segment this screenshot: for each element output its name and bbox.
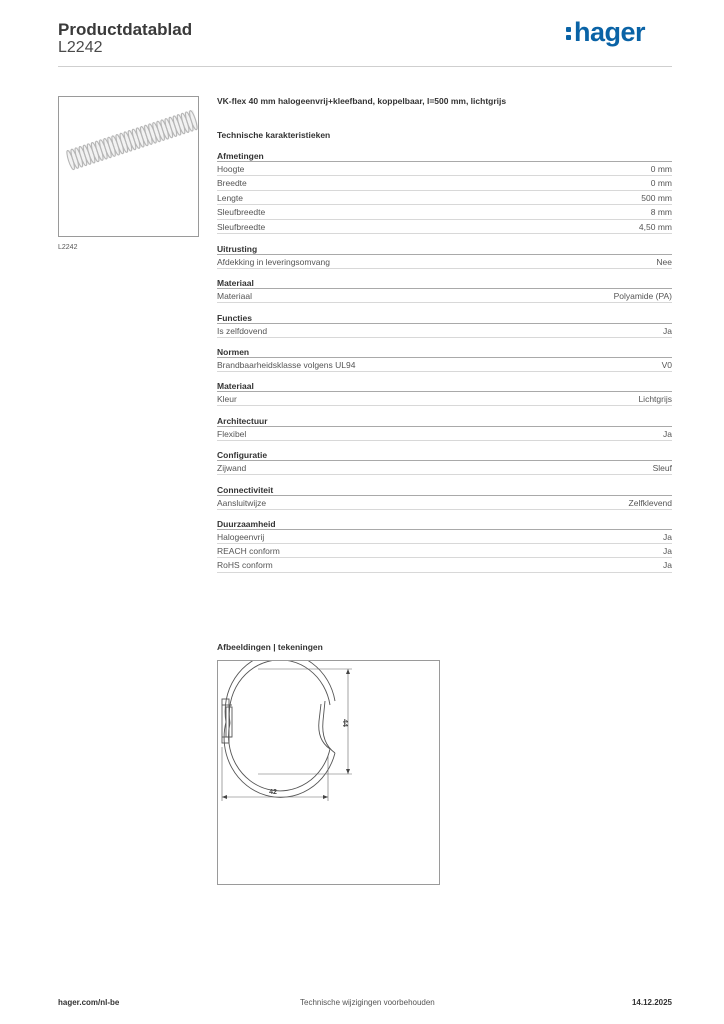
section-title: Normen [217, 346, 672, 358]
spec-row [217, 530, 672, 544]
spec-section [217, 449, 672, 475]
spec-section [217, 518, 672, 573]
spec-row [217, 358, 672, 372]
logo-text: hager [574, 17, 646, 47]
product-image-caption: L2242 [58, 244, 78, 251]
spec-row [217, 544, 672, 559]
spec-label: Zijwand [217, 463, 247, 474]
header-divider [58, 66, 672, 67]
spec-section [217, 243, 672, 269]
spec-label: Halogeenvrij [217, 531, 265, 542]
spec-value: V0 [661, 359, 672, 370]
spec-value: Ja [663, 325, 672, 336]
spec-row [217, 392, 672, 406]
spec-value: 0 mm [650, 164, 672, 174]
spec-sections [217, 150, 672, 573]
spec-label: Materiaal [217, 291, 252, 302]
spec-row [217, 220, 672, 235]
logo-dots-icon [566, 24, 572, 42]
spec-content [217, 96, 672, 573]
spec-row [217, 176, 672, 191]
spec-row [217, 162, 672, 176]
spiral-conduit-icon [59, 97, 198, 236]
spec-label: Is zelfdovend [217, 325, 268, 336]
product-image [58, 96, 199, 237]
footer-date: 14.12.2025 [631, 998, 672, 1007]
section-title: Uitrusting [217, 243, 672, 255]
drawing-dim-width: 42 [269, 789, 277, 796]
section-title: Materiaal [217, 277, 672, 289]
technical-drawing [217, 660, 440, 885]
spec-row [217, 558, 672, 573]
section-title: Afmetingen [217, 150, 672, 162]
spec-section [217, 346, 672, 372]
spec-section [217, 150, 672, 234]
page-footer [58, 998, 672, 1010]
spec-value: Sleuf [652, 463, 672, 474]
spec-value: Ja [663, 545, 672, 556]
section-title: Configuratie [217, 449, 672, 461]
spec-value: 500 mm [641, 192, 672, 203]
spec-section [217, 380, 672, 406]
technical-heading: Technische karakteristieken [217, 130, 331, 140]
spec-value: Ja [663, 428, 672, 439]
spec-label: Brandbaarheidsklasse volgens UL94 [217, 359, 356, 370]
section-title: Materiaal [217, 380, 672, 392]
spec-section [217, 277, 672, 303]
spec-label: Kleur [217, 394, 237, 405]
spec-label: Sleufbreedte [217, 221, 266, 232]
spec-label: Breedte [217, 178, 247, 188]
product-description: VK-flex 40 mm halogeenvrij+kleefband, koppelbaar, l=500 mm, lichtgrijs [217, 96, 507, 106]
product-code: L2242 [58, 39, 103, 56]
spec-value: 0 mm [650, 178, 672, 188]
spec-value: 4,50 mm [638, 221, 672, 232]
spec-value: Nee [656, 256, 672, 267]
section-title: Functies [217, 312, 672, 324]
spec-value: Lichtgrijs [638, 394, 672, 405]
spec-label: Hoogte [217, 164, 245, 174]
footer-disclaimer: Technische wijzigingen voorbehouden [300, 998, 435, 1007]
drawing-dim-height: 44 [341, 719, 348, 727]
clip-drawing-icon [218, 661, 439, 884]
spec-value: 8 mm [650, 207, 672, 218]
drawing-heading: Afbeeldingen | tekeningen [217, 642, 323, 652]
spec-section [217, 415, 672, 441]
spec-label: RoHS conform [217, 560, 273, 571]
spec-section [217, 484, 672, 510]
spec-value: Ja [663, 531, 672, 542]
spec-row [217, 289, 672, 303]
spec-row [217, 461, 672, 475]
hager-logo [566, 17, 645, 48]
spec-row [217, 255, 672, 269]
section-title: Architectuur [217, 415, 672, 427]
section-title: Duurzaamheid [217, 518, 672, 530]
spec-row [217, 324, 672, 338]
spec-row [217, 191, 672, 206]
page-title: Productdatablad [58, 20, 193, 39]
section-title: Connectiviteit [217, 484, 672, 496]
spec-label: Lengte [217, 192, 243, 203]
spec-row [217, 205, 672, 220]
spec-section [217, 312, 672, 338]
spec-label: REACH conform [217, 545, 280, 556]
spec-row [217, 427, 672, 441]
spec-value: Zelfklevend [628, 497, 672, 508]
spec-value: Ja [663, 560, 672, 571]
spec-value: Polyamide (PA) [613, 291, 672, 302]
spec-label: Sleufbreedte [217, 207, 266, 218]
spec-label: Afdekking in leveringsomvang [217, 256, 330, 267]
spec-row [217, 496, 672, 510]
spec-label: Aansluitwijze [217, 497, 267, 508]
footer-website-link[interactable]: hager.com/nl-be [58, 998, 120, 1007]
spec-label: Flexibel [217, 428, 247, 439]
